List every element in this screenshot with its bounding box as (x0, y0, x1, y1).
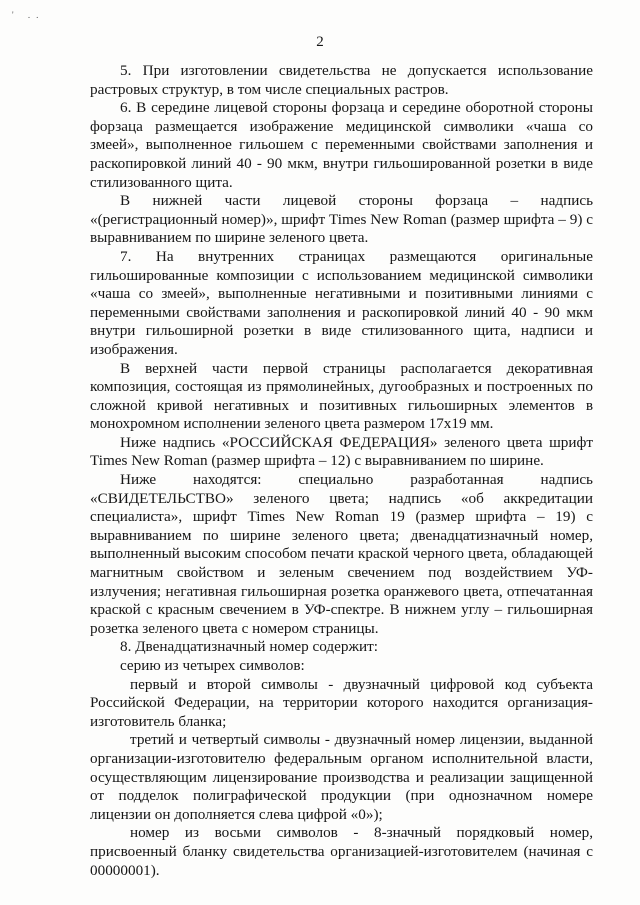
list-item-first-second: первый и второй символы - двузначный цифровой код субъекта Российской Федерации, на территории которого находится организация-изготовитель бланка; (90, 675, 593, 730)
page-number: 2 (316, 34, 324, 50)
paragraph-6: 6. В середине лицевой стороны форзаца и середине оборотной стороны форзаца размещается изображение медицинской символики «чаша со змеей», выполненное гильошем с переменными свойствами заполнения и раскопировкой линий 40 - 90 мкм, внутри гильошированной розетки в виде стилизованного щита. (90, 99, 593, 191)
document-body (90, 62, 593, 880)
paragraph-6-flyleaf-bottom: В нижней части лицевой стороны форзаца – надпись «(регистрационный номер)», шрифт Times New Roman (размер шрифта – 9) с выравниванием по ширине зеленого цвета. (90, 192, 593, 247)
list-item-third-fourth: третий и четвертый символы - двузначный номер лицензии, выданной организации-изготовителю федеральным органом исполнительной власти, осуществляющим лицензирование производства и реализации защищенной от подделок полиграфической продукции (при однозначном номере лицензии он дополняется слева цифрой «0»); (90, 731, 593, 823)
paragraph-5: 5. При изготовлении свидетельства не допускается использование растровых структур, в том числе специальных растров. (90, 62, 593, 98)
paragraph-8: 8. Двенадцатизначный номер содержит: (120, 638, 378, 656)
list-item-eight-digit: номер из восьми символов - 8-значный порядковый номер, присвоенный бланку свидетельства организацией-изготовителем (начиная с 00000001). (90, 824, 593, 879)
paragraph-7-below: Ниже находятся: специально разработанная надпись «СВИДЕТЕЛЬСТВО» зеленого цвета; надпись «об аккредитации специалиста», шрифт Times New Roman 19 (размер шрифта – 19) с выравниванием по ширине зеленого цвета; двенадцатизначный номер, выполненный высоким способом печати краской черного цвета, обладающей магнитным свойством и зеленым свечением под воздействием УФ-излучения; негативная гильоширная розетка оранжевого цвета, отпечатанная краской с красным свечением в УФ-спектре. В нижнем углу – гильоширная розетка зеленого цвета с номером страницы. (90, 471, 593, 637)
paragraph-7: 7. На внутренних страницах размещаются оригинальные гильошированные композиции с использованием медицинской символики «чаша со змеей», выполненные негативными и позитивными линиями с переменными свойствами заполнения и раскопировкой линий 40 - 90 мкм внутри гильоширной розетки в виде стилизованного щита, надписи и изображения. (90, 247, 593, 358)
paragraph-7-russian-federation: Ниже надпись «РОССИЙСКАЯ ФЕДЕРАЦИЯ» зеленого цвета шрифт Times New Roman (размер шрифта – 12) с выравниванием по ширине. (90, 433, 593, 470)
paragraph-8-series: серию из четырех символов: (120, 657, 305, 674)
scan-mark: ' .. (12, 10, 45, 20)
paragraph-7-first-page-top: В верхней части первой страницы располагается декоративная композиция, состоящая из прямолинейных, дугообразных и построенных по сложной кривой негативных и позитивных гильоширных элементов в монохромном исполнении зеленого цвета размером 17х19 мм. (90, 359, 593, 433)
